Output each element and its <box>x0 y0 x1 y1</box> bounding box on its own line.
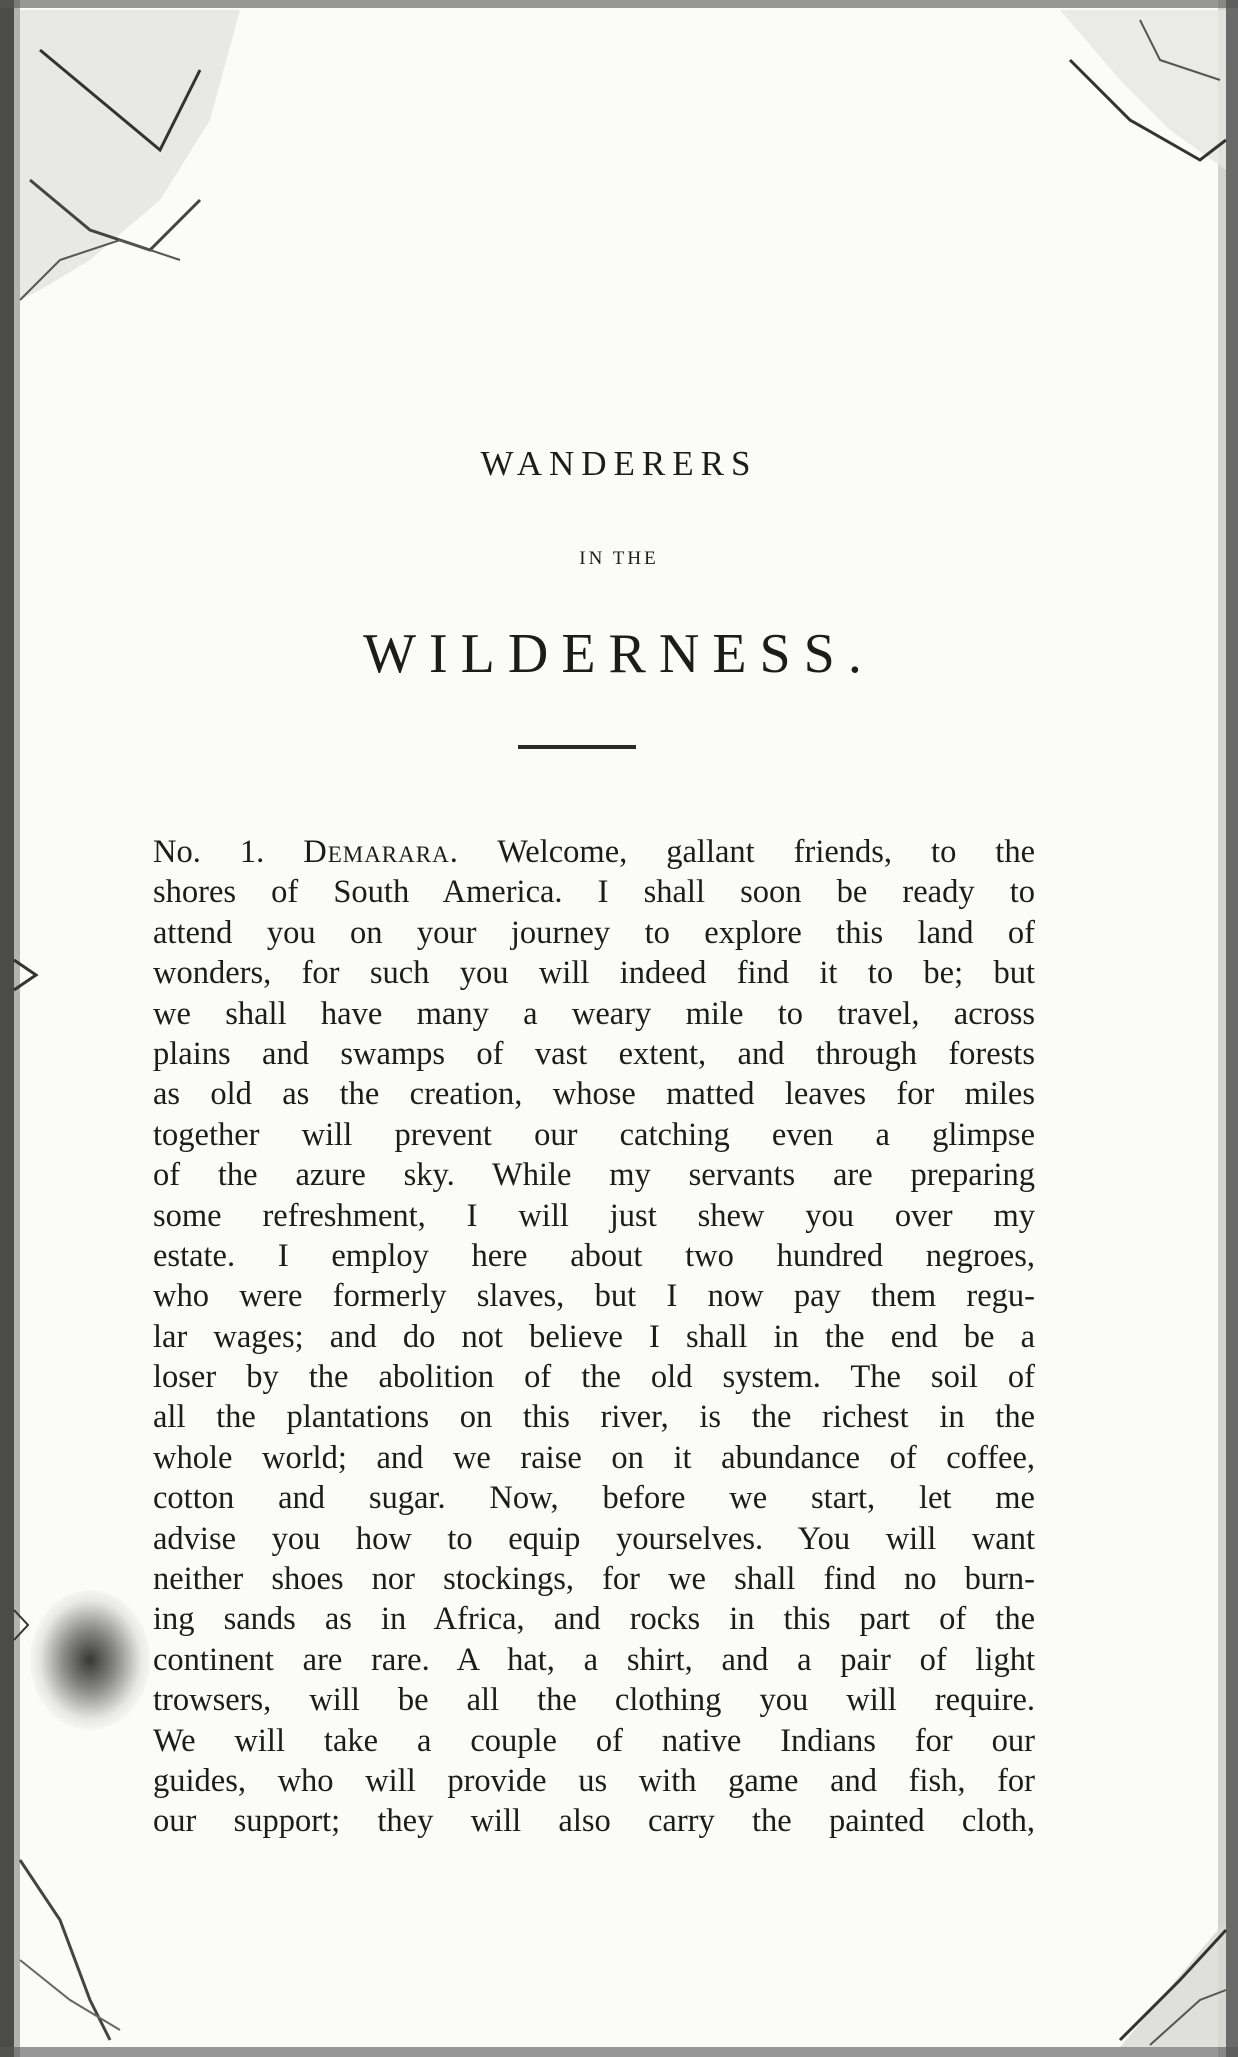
paragraph-line: we shall have many a weary mile to travel, across <box>153 995 1035 1032</box>
title-line-wanderers: WANDERERS <box>480 444 758 483</box>
line-text: Welcome, gallant friends, to the <box>497 834 1036 870</box>
title-divider <box>518 745 636 749</box>
section-number: No. 1. <box>153 834 265 870</box>
paragraph-line: as old as the creation, whose matted leaves for miles <box>153 1076 1035 1113</box>
paragraph-line: our support; they will also carry the painted cloth, <box>153 1803 1035 1840</box>
paragraph-line: estate. I employ here about two hundred negroes, <box>153 1237 1035 1274</box>
paragraph-line: ing sands as in Africa, and rocks in this part of the <box>153 1601 1035 1638</box>
paragraph-line: some refreshment, I will just shew you over my <box>153 1197 1035 1234</box>
title-line-in-the: IN THE <box>579 548 659 569</box>
paragraph-line: of the azure sky. While my servants are preparing <box>153 1157 1035 1194</box>
paragraph-line: together will prevent our catching even a glimpse <box>153 1116 1035 1153</box>
paragraph-line: lar wages; and do not believe I shall in the end be a <box>153 1318 1035 1355</box>
title-line-wilderness: WILDERNESS. <box>363 623 875 685</box>
paragraph-line: wonders, for such you will indeed find it to be; but <box>153 955 1035 992</box>
paragraph-line: loser by the abolition of the old system. The soil of <box>153 1359 1035 1396</box>
paragraph-line: trowsers, will be all the clothing you will require. <box>153 1682 1035 1719</box>
ink-stain <box>30 1590 150 1730</box>
body-paragraph <box>153 832 1035 1842</box>
paragraph-line: guides, who will provide us with game and fish, for <box>153 1762 1035 1799</box>
paragraph-line: whole world; and we raise on it abundance of coffee, <box>153 1439 1035 1476</box>
section-place: Demarara. <box>303 834 459 870</box>
paragraph-line: neither shoes nor stockings, for we shall find no burn- <box>153 1561 1035 1598</box>
paragraph-line-1 <box>153 832 1035 872</box>
paragraph-line: advise you how to equip yourselves. You will want <box>153 1520 1035 1557</box>
paragraph-line: all the plantations on this river, is the richest in the <box>153 1399 1035 1436</box>
paragraph-line: cotton and sugar. Now, before we start, let me <box>153 1480 1035 1517</box>
paragraph-line: who were formerly slaves, but I now pay them regu- <box>153 1278 1035 1315</box>
paragraph-line: continent are rare. A hat, a shirt, and a pair of light <box>153 1641 1035 1678</box>
paragraph-line: We will take a couple of native Indians for our <box>153 1722 1035 1759</box>
paragraph-line: attend you on your journey to explore this land of <box>153 914 1035 951</box>
paragraph-line: shores of South America. I shall soon be ready to <box>153 874 1035 911</box>
paragraph-line: plains and swamps of vast extent, and through forests <box>153 1035 1035 1072</box>
